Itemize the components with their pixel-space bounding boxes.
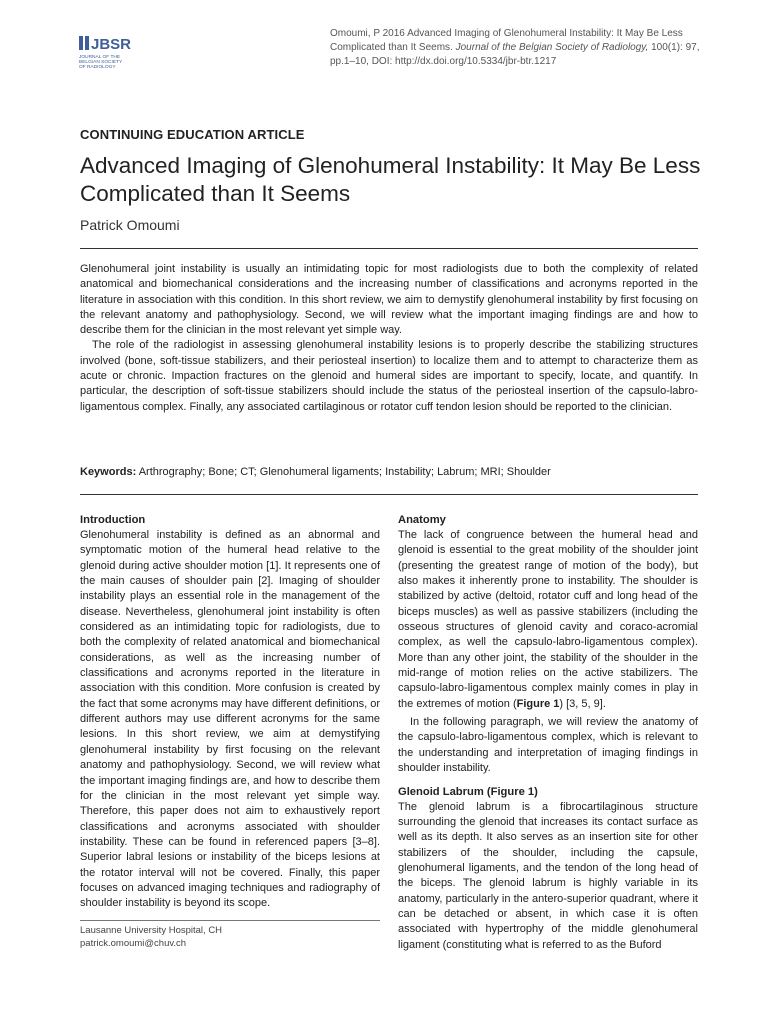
article-title: Advanced Imaging of Glenohumeral Instability: It May Be Less Complicated than It Seems (80, 153, 701, 206)
svg-text:BELGIAN SOCIETY: BELGIAN SOCIETY (79, 60, 123, 65)
abstract (80, 262, 698, 415)
anatomy-paragraph-2: In the following paragraph, we will review the anatomy of the capsulo-labro-ligamentous complex, which is relevant to the understanding and interpretation of imaging findings in shoulder instability. (398, 716, 698, 775)
logo-text: JBSR (91, 36, 132, 53)
svg-text:OF RADIOLOGY: OF RADIOLOGY (79, 65, 116, 70)
citation-plain: Omoumi, P 2016 Advanced Imaging of Glenohumeral Instability: It May Be Less Complicated than It Seems. (330, 28, 683, 53)
right-column (398, 513, 698, 953)
affiliation (80, 924, 222, 950)
affiliation-email[interactable]: patrick.omoumi@chuv.ch (80, 938, 187, 949)
journal-logo (77, 34, 133, 86)
citation-doi[interactable]: 100(1): 97, pp.1–10, DOI: http://dx.doi.org/10.5334/jbr-btr.1217 (330, 42, 700, 67)
abstract-paragraph-2: The role of the radiologist in assessing glenohumeral instability lesions is to properly describe the stabilizing structures involved (bone, soft-tissue stabilizers, and their periosteal insertion) to localize them and to attempt to characterize them as acute or chronic. Impaction fractures on the glenoid and humeral sides are important to specify, locate, and quantify. In particular, the description of soft-tissue stabilizers should include the status of the periosteal insertion of the capsulo-labro-ligamentous complex. Finally, any associated cartilaginous or rotator cuff tendon lesion should be reported to the clinician. (80, 339, 698, 413)
introduction-text: Glenohumeral instability is defined as an abnormal and symptomatic motion of the humeral head relative to the glenoid during active shoulder motion [1]. It represents one of the main causes of shoulder pain [2]. Imaging of shoulder instability plays an essential role in the management of the disease. Nevertheless, glenohumeral joint instability is often considered as an intimidating topic for radiologists, due to both the complexity of related anatomical and biomechanical considerations, as well as the increasing number of classifications and acronyms reported in the literature in association with this condition. More confusion is created by the fact that some acronyms may have different definitions, or different authors may use different acronyms for the same lesions. In this short review, we aim at demystifying glenohumeral instability by first focusing on the relevant anatomy and pathophysiology. Second, we will review what the important imaging findings are, and how to describe them for the clinician in the most relevant yet simple way. Therefore, this paper does not aim to exhaustively report classifications and acronyms associated with shoulder instability. These can be found in referenced papers [3–8]. Superior labral lesions or instability of the biceps lesions at the rotator interval will not be covered. Finally, this paper focuses on advanced imaging techniques and radiography of shoulder instability is beyond its scope. (80, 529, 381, 910)
svg-text:JOURNAL OF THE: JOURNAL OF THE (79, 55, 121, 60)
keywords (80, 465, 698, 480)
abstract-paragraph-1: Glenohumeral joint instability is usually an intimidating topic for most radiologists due to both the complexity of related anatomical and biomechanical considerations and the increasing number of classifications and acronyms reported in the literature in association with this condition. In this short review, we aim to demystify glenohumeral instability by first focusing on the relevant anatomy and pathophysiology. Second, we will review what the important imaging findings are and how to describe them for the clinician in the most relevant yet simple way. (80, 263, 698, 337)
anatomy-text (398, 528, 698, 712)
anatomy-text-after: ) [3, 5, 9]. (559, 697, 606, 710)
section-heading-glenoid-labrum: Glenoid Labrum (Figure 1) (398, 785, 538, 798)
keywords-label: Keywords: (80, 466, 137, 478)
divider-top (80, 248, 698, 249)
divider-bottom (80, 494, 698, 495)
glenoid-labrum-text: The glenoid labrum is a fibrocartilaginous structure surrounding the glenoid that increases its contact surface as well as its depth. It also serves as an insertion site for other stabilizers of the shoulder, including the capsule, glenohumeral ligaments, and the tendon of the long head of the biceps. The glenoid labrum is highly variable in its anatomy, particularly in the antero-superior quadrant, where it can be detached or absent, in which case it is often associated with hypertrophy of the middle glenohumeral ligament (constituting what is referred to as the Buford (398, 800, 698, 951)
keywords-list: Arthrography; Bone; CT; Glenohumeral ligaments; Instability; Labrum; MRI; Shoulder (138, 466, 551, 478)
article-type: CONTINUING EDUCATION ARTICLE (80, 127, 305, 142)
figure-reference[interactable]: Figure 1 (516, 697, 560, 710)
left-column (80, 513, 380, 912)
citation (330, 27, 710, 69)
affiliation-divider (80, 920, 380, 921)
author-name: Patrick Omoumi (80, 217, 180, 233)
affiliation-institution: Lausanne University Hospital, CH (80, 925, 223, 936)
anatomy-text-before: The lack of congruence between the humeral head and glenoid is essential to the great mobility of the shoulder joint (presenting the greatest range of motion of the body), but also makes it inherently prone to instability. The shoulder is stabilized by active (deltoid, rotator cuff and long head of the biceps muscles) as well as passive stabilizers (including the osseous structures of glenoid cavity and coraco-acromial complex, as well the capsulo-labro-ligamentous complex). More than any other joint, the stability of the shoulder in the mid-range of motion relies on the active stabilizers. The capsulo-labro-ligamentous complex mainly comes in play in the extremes of motion ( (398, 529, 698, 710)
section-heading-introduction: Introduction (80, 514, 146, 526)
citation-journal: Journal of the Belgian Society of Radiology, (455, 42, 649, 53)
section-heading-anatomy: Anatomy (398, 514, 446, 526)
